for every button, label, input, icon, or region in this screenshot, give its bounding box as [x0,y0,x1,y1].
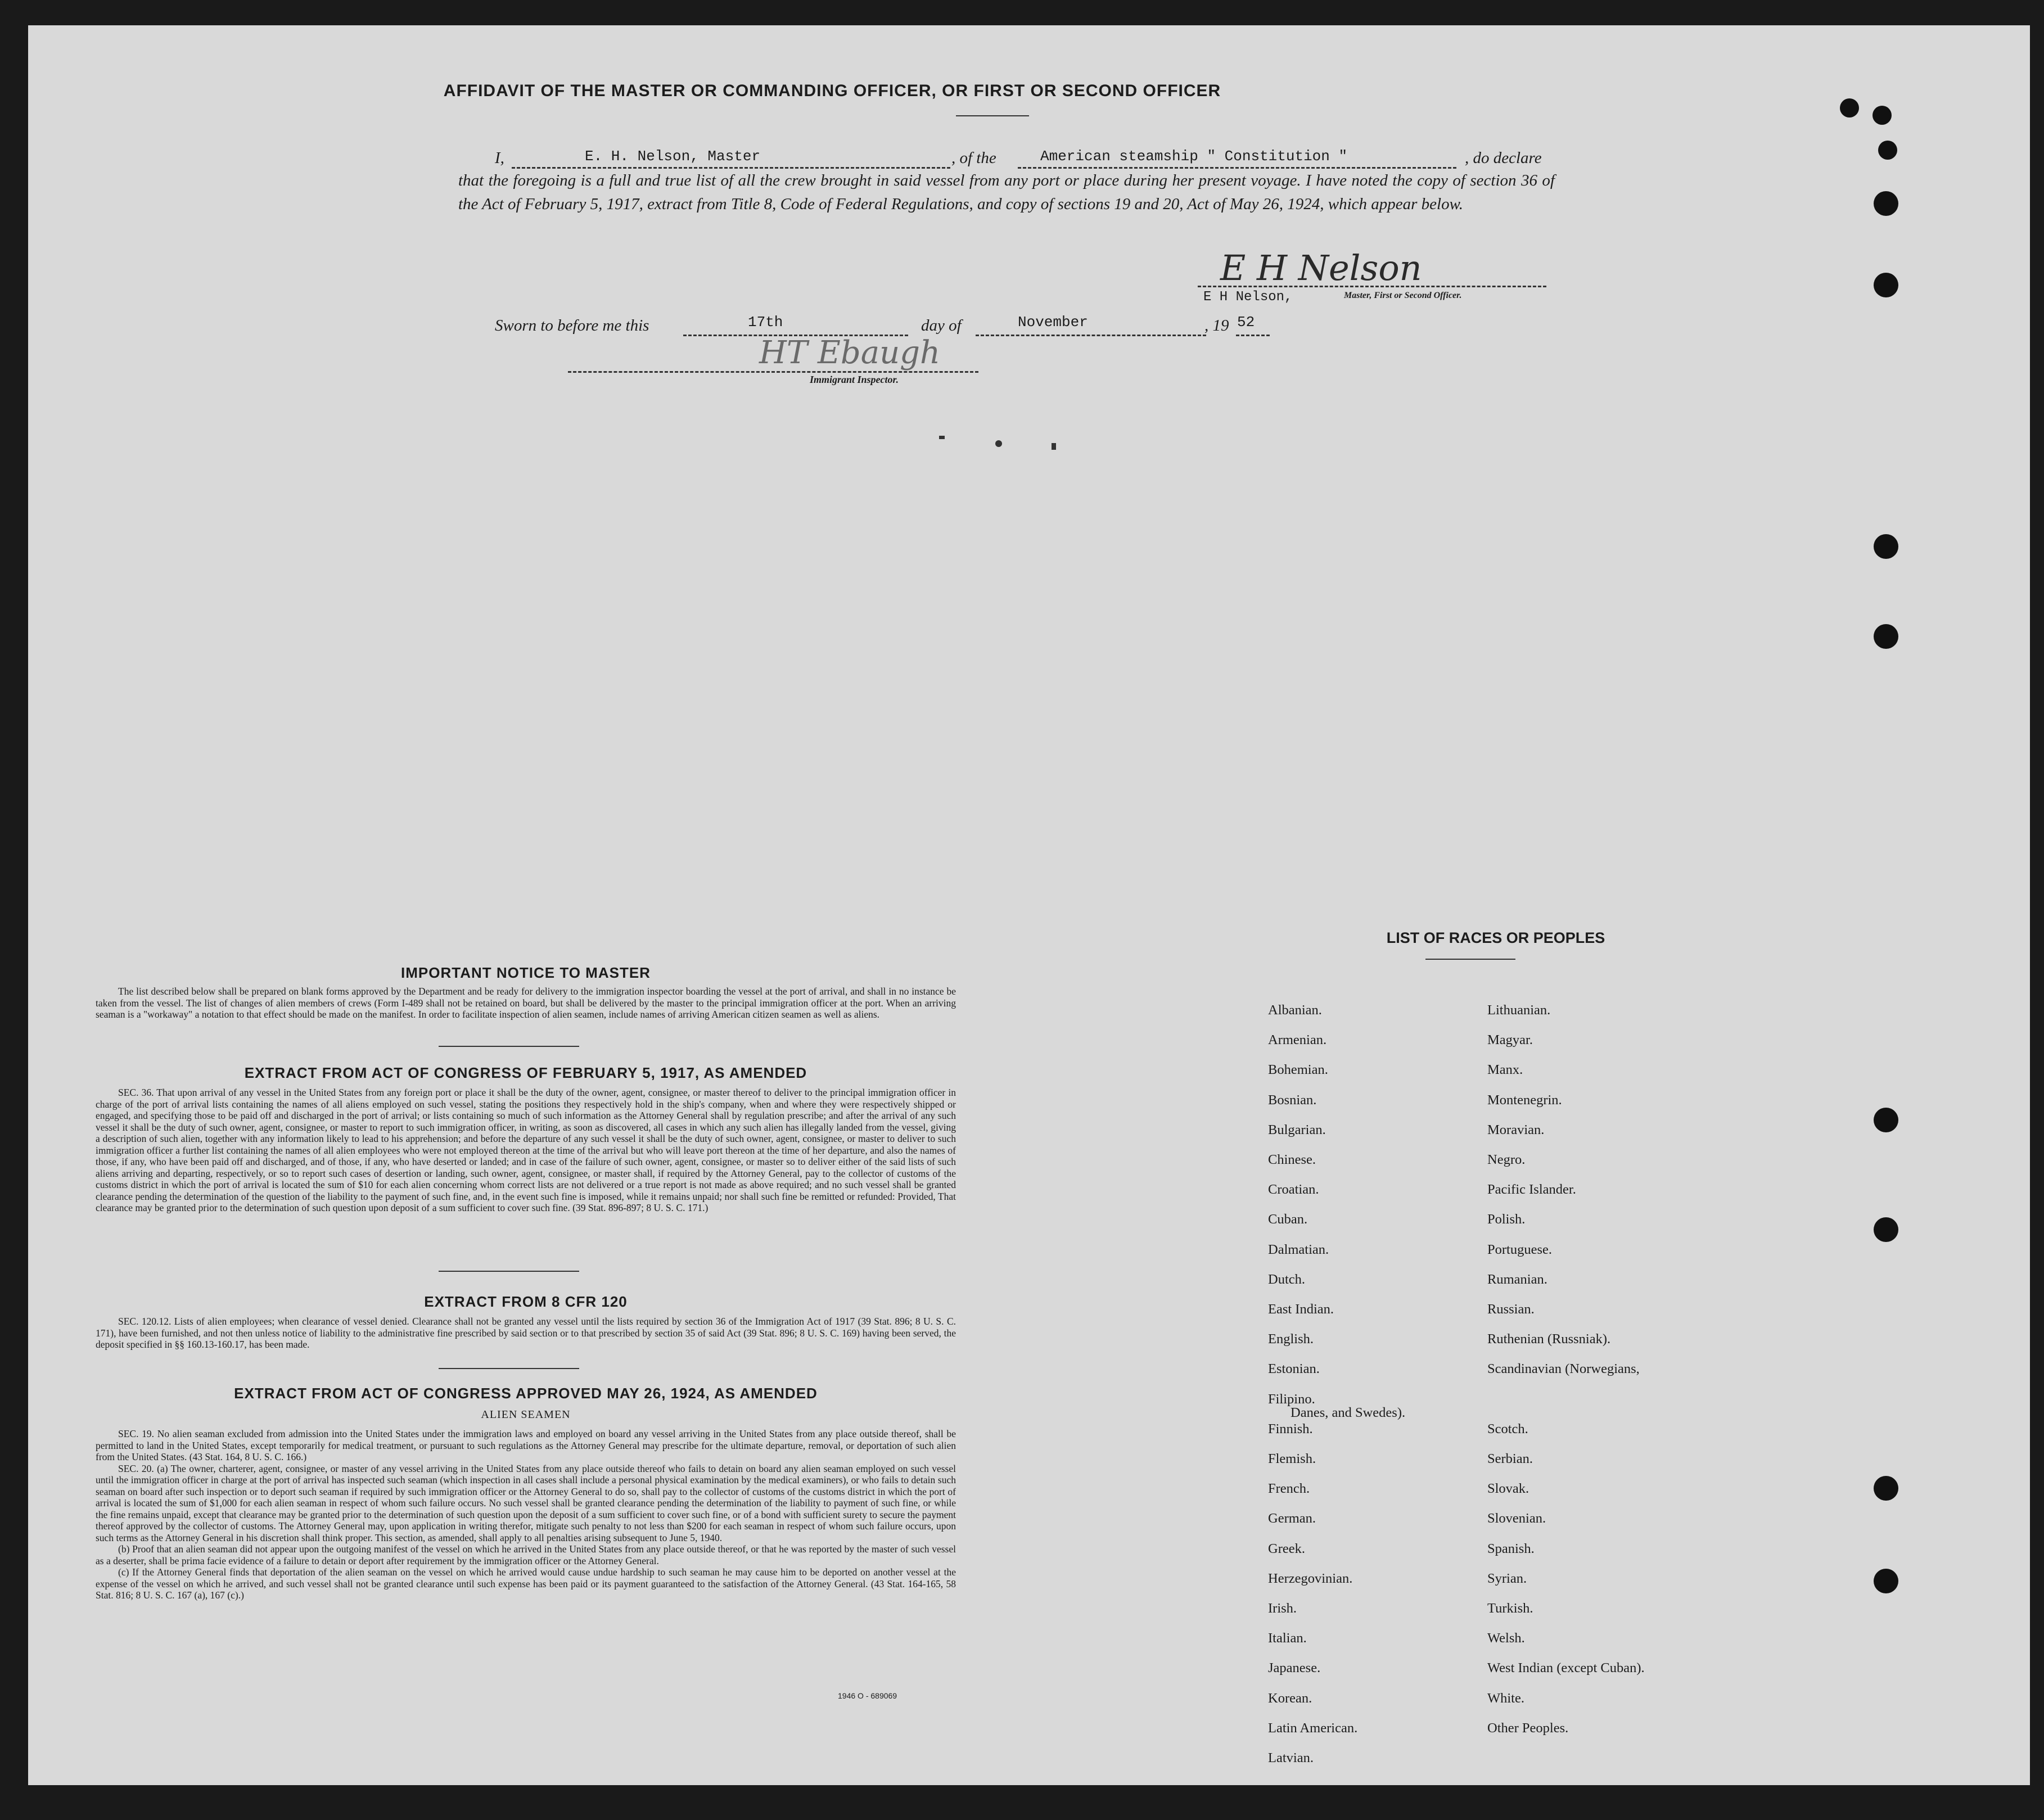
extract-cfr-title: EXTRACT FROM 8 CFR 120 [424,1293,628,1310]
race-item: Slovenian. [1487,1511,1546,1527]
affidavit-title: AFFIDAVIT OF THE MASTER OR COMMANDING OFFICER, OR FIRST OR SECOND OFFICER [443,82,1221,100]
punch-hole [1874,534,1898,559]
race-item: Italian. [1268,1631,1307,1646]
race-item: Finnish. [1268,1421,1313,1437]
race-item: Cuban. [1268,1212,1308,1227]
notice-body [96,986,956,1020]
race-item: Montenegrin. [1487,1092,1562,1108]
master-name: E. H. Nelson, Master [585,148,761,165]
race-item: Latin American. [1268,1720,1358,1736]
race-item: Polish. [1487,1212,1526,1227]
race-item: White. [1487,1690,1524,1706]
print-code: 1946 O - 689069 [838,1691,897,1700]
punch-hole [1874,1108,1898,1132]
inspector-label: Immigrant Inspector. [810,374,899,385]
race-item: Scandinavian (Norwegians, [1487,1361,1640,1377]
vessel-name: American steamship " Constitution " [1040,148,1348,165]
signature-line [1198,286,1546,287]
race-item: Negro. [1487,1152,1526,1167]
extract-1917-body [96,1087,956,1214]
race-item: Armenian. [1268,1032,1327,1048]
inspector-line [568,371,978,373]
race-item: Herzegovinian. [1268,1570,1353,1586]
race-item: Syrian. [1487,1570,1527,1586]
sec-120-12-text: SEC. 120.12. Lists of alien employees; when clearance of vessel denied. Clearance shall not be granted any vessel until the lists required by section 36 of the Immigration Act of 1917 (39 Stat. 896; 8 U. S. C. 171), have been furnished, and not then unless notice of liability to the administrative fine prescribed by said section or to that prescribed by section 35 of said Act (39 Stat. 896; 8 U. S. C. 169) having been served, the deposit specified in §§ 160.13-160.17, has been made. [96,1316,956,1350]
race-item: Estonian. [1268,1361,1320,1377]
year-line [1236,335,1270,336]
sworn-month: November [1018,314,1088,331]
race-item: Dalmatian. [1268,1241,1329,1257]
race-item: Spanish. [1487,1541,1535,1556]
month-line [976,335,1206,336]
speck [1052,443,1056,450]
sworn-label: Sworn to before me this [495,317,649,335]
race-item: Greek. [1268,1541,1305,1556]
notice-text: The list described below shall be prepared on blank forms approved by the Department and be ready for delivery to the immigration inspector boarding the vessel at the port of arrival, and shall in no instance be taken from the vessel. The list of changes of alien members of crews (Form I-489 shall not be retained on board, but shall be delivered by the master to the principal immigration officer at the port. When an arriving seaman is a "workaway" a notation to that effect should be made on the manifest. In order to facilitate inspection of alien seamen, include names of arriving American citizen seamen as well as aliens. [96,986,956,1020]
races-title-rule [1425,959,1515,960]
race-item: Irish. [1268,1601,1297,1616]
race-item: Japanese. [1268,1660,1321,1676]
race-item: Chinese. [1268,1152,1316,1167]
race-item: Filipino. [1268,1391,1315,1407]
race-item: Latvian. [1268,1750,1314,1765]
race-item: Welsh. [1487,1631,1525,1646]
race-item: Bulgarian. [1268,1122,1326,1137]
punch-hole [1874,273,1898,297]
race-item: German. [1268,1511,1316,1527]
race-item: Manx. [1487,1062,1523,1078]
signer-role: Master, First or Second Officer. [1344,291,1462,300]
extract-1924-body [96,1428,956,1601]
punch-hole [1872,106,1892,125]
race-item: Albanian. [1268,1002,1322,1018]
year-suffix: 52 [1237,314,1255,331]
year-prefix: , 19 [1204,317,1229,335]
race-item: Rumanian. [1487,1271,1547,1287]
sec-19-text: SEC. 19. No alien seaman excluded from admission into the United States under the immigration laws and employed on board any vessel arriving in the United States from any place outside thereof, shall be permitted to land in the United States, except temporarily for medical treatment, or pursuant to such regulations as the Attorney General may prescribe for the ultimate departure, removal, or deportation of such alien from the United States. (43 Stat. 164, 8 U. S. C. 166.) [96,1428,956,1462]
document-page [28,25,2030,1785]
race-item: French. [1268,1481,1310,1497]
punch-hole [1874,624,1898,649]
race-item: Moravian. [1487,1122,1545,1137]
race-item: Scotch. [1487,1421,1528,1437]
i-label: I, [495,149,504,167]
race-item: Russian. [1487,1302,1535,1317]
race-item: Slovak. [1487,1481,1529,1497]
speck [939,436,945,439]
title-rule [956,115,1029,116]
section-rule [439,1368,579,1369]
punch-hole [1874,1476,1898,1501]
sec-20a-text: SEC. 20. (a) The owner, charterer, agent, consignee, or master of any vessel arriving in the United States from any place outside thereof who fails to detain on board any alien seaman employed on such vessel until the immigration officer in charge at the port of arrival has inspected such seaman (which inspection in all cases shall include a personal physical examination by the medical examiners), or who fails to detain such seaman on board after such inspection or to deport such seaman if required by such immigration officer or the Attorney General to do so, shall pay to the collector of customs of the customs district in which the port of arrival is located the sum of $1,000 for each alien seaman in respect of whom such failure occurs. No such vessel shall be granted clearance pending the determination of the liability to payment of such fine, or while the fine remains unpaid, except that clearance may be granted prior to the determination of such question upon the deposit of a sum sufficient to cover such fine, or of a bond with sufficient surety to secure the payment thereof approved by the collector of customs. The Attorney General may, upon application in writing therefor, mitigate such penalty to not less than $200 for each seaman in respect of whom such failure occurs, upon such terms as the Attorney General in his discretion shall think proper. This section, as amended, shall apply to all penalties arising subsequent to June 5, 1940. [96,1462,956,1543]
race-item: Bosnian. [1268,1092,1317,1108]
inspector-signature: HT Ebaugh [759,335,941,371]
punch-hole [1840,98,1859,118]
day-of-label: day of [921,317,962,335]
punch-hole [1874,191,1898,216]
sec-36-text: SEC. 36. That upon arrival of any vessel in the United States from any foreign port or place it shall be the duty of the owner, agent, consignee, or master thereof to deliver to the principal immigration officer in charge of the port of arrival lists containing the names of all aliens employed on such vessel, stating the positions they respectively hold in the ship's company, when and where they were respectively shipped or engaged, and specifying those to be paid off and discharged in the port of arrival; or lists containing so much of such information as the Attorney General shall by regulation prescribe; and after the arrival of any such vessel it shall be the duty of such owner, agent, consignee, or master to report to such immigration officer, in writing, as soon as discovered, all cases in which any such alien has illegally landed from the vessel, giving a description of such alien, together with any information likely to lead to his apprehension; and before the departure of any such vessel it shall be the duty of such owner, agent, consignee, or master to deliver to such immigration officer a further list containing the names of all alien employees who were not employed thereon at the time of the arrival but who will leave port thereon at the time of her departure, and also the names of those, if any, who have been paid off and discharged, and of those, if any, who have deserted or landed; and in case of the failure of such owner, agent, consignee, or master so to deliver either of the said lists of such aliens arriving and departing, respectively, or so to report such cases of desertion or landing, such owner, agent, consignee, or master shall, if required by the Attorney General, pay to the collector of customs of the customs district in which the port of arrival is located the sum of $10 for each alien concerning whom correct lists are not delivered or a true report is not made as above required; and no such vessel shall be granted clearance pending the determination of the question of the liability to the payment of such fine, and, in the event such fine is imposed, while it remains unpaid; nor shall such fine be remitted or refunded: Provided, That clearance may be granted prior to the determination of such question upon deposit of a sum sufficient to cover such fine. (39 Stat. 896-897; 8 U. S. C. 171.) [96,1087,956,1213]
race-item: Pacific Islander. [1487,1182,1576,1198]
sec-20b-text: (b) Proof that an alien seaman did not appear upon the outgoing manifest of the vessel on which he arrived in the United States from any place outside thereof, or that he was reported by the master of such vessel as a deserter, shall be prima facie evidence of a failure to detain or deport after requirement by the immigration officer or the Attorney General. [96,1543,956,1566]
race-item: Korean. [1268,1690,1312,1706]
race-item: Lithuanian. [1487,1002,1551,1018]
race-item: Croatian. [1268,1182,1319,1198]
race-item: Other Peoples. [1487,1720,1569,1736]
section-rule [439,1271,579,1272]
sworn-day: 17th [748,314,783,331]
race-item: English. [1268,1331,1314,1347]
notice-title: IMPORTANT NOTICE TO MASTER [401,964,651,981]
race-item: Turkish. [1487,1601,1533,1616]
extract-cfr-body [96,1316,956,1351]
race-item: East Indian. [1268,1302,1334,1317]
alien-seamen-subtitle: ALIEN SEAMEN [481,1408,571,1421]
race-item: Dutch. [1268,1271,1305,1287]
punch-hole [1878,141,1897,160]
race-item: Danes, and Swedes). [1291,1404,1406,1420]
race-item: Portuguese. [1487,1241,1552,1257]
affidavit-body: that the foregoing is a full and true list of all the crew brought in said vessel from any port or place during her present voyage. I have noted the copy of section 36 of the Act of February 5, 1917, extract from Title 8, Code of Federal Regulations, and copy of sections 19 and 20, Act of May 26, 1924, which appear below. [458,171,1555,213]
race-item: Bohemian. [1268,1062,1328,1078]
punch-hole [1874,1217,1898,1242]
race-item: Serbian. [1487,1451,1533,1466]
sec-20c-text: (c) If the Attorney General finds that deportation of the alien seaman on the vessel on which he arrived would cause undue hardship to such seaman he may cause him to be deported on another vessel at the expense of the vessel on which he arrived, and such vessel shall not be granted clearance until such expense has been paid or its payment guaranteed to the satisfaction of the Attorney General. (43 Stat. 164-165, 58 Stat. 816; 8 U. S. C. 167 (a), 167 (c).) [96,1566,956,1601]
race-item: Magyar. [1487,1032,1533,1048]
of-the-label: , of the [951,149,996,167]
punch-hole [1874,1569,1898,1593]
races-title: LIST OF RACES OR PEOPLES [1386,929,1605,946]
master-signature: E H Nelson [1220,247,1422,288]
do-declare-label: , do declare [1465,149,1542,167]
race-item: Flemish. [1268,1451,1316,1466]
speck [995,440,1002,447]
extract-1924-title: EXTRACT FROM ACT OF CONGRESS APPROVED MAY 26, 1924, AS AMENDED [234,1385,818,1402]
section-rule [439,1046,579,1047]
extract-1917-title: EXTRACT FROM ACT OF CONGRESS OF FEBRUARY 5, 1917, AS AMENDED [244,1064,807,1081]
race-item: Ruthenian (Russniak). [1487,1331,1611,1347]
race-item: West Indian (except Cuban). [1487,1660,1645,1676]
signer-typed-name: E H Nelson, [1203,290,1293,305]
